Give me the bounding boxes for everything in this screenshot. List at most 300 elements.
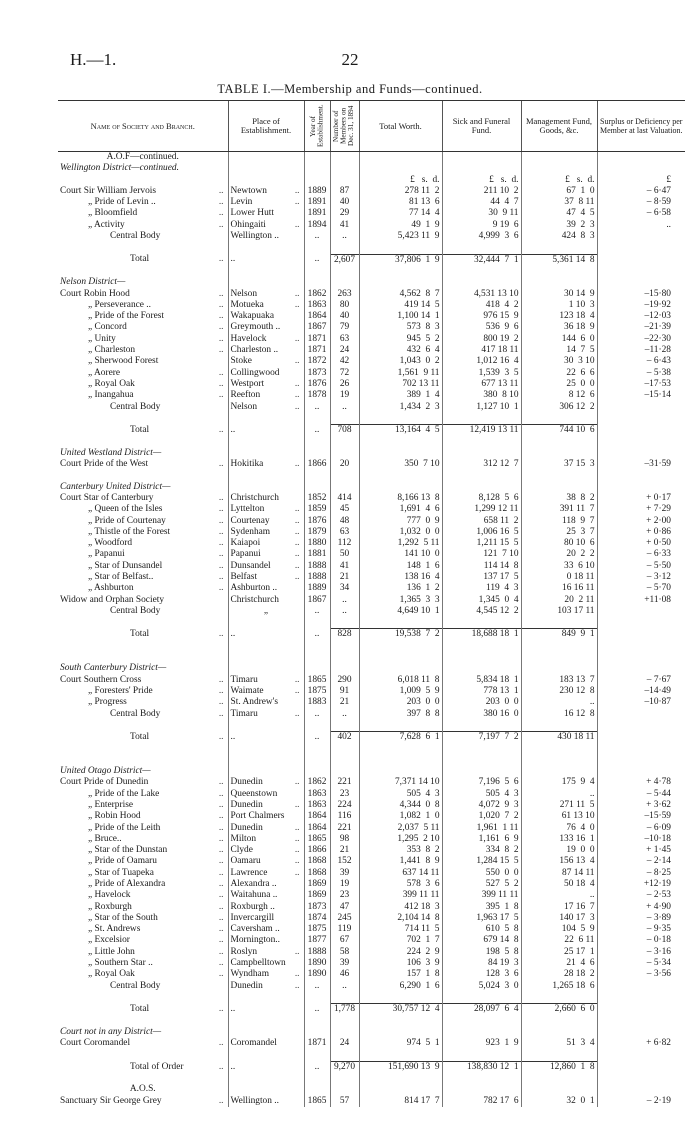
cell-total-worth: [359, 527, 442, 538]
cell-place: [228, 652, 304, 663]
cell-name: [58, 175, 228, 186]
cell-surplus: [597, 436, 685, 447]
leader-dots: ..: [218, 777, 224, 788]
cell-surplus: [597, 266, 685, 277]
cell-members-text: 24: [339, 345, 350, 356]
table-row: [58, 334, 685, 345]
cell-surplus-text: + 0·17: [646, 492, 671, 503]
leader-dots: ..: [218, 254, 224, 265]
cell-management-fund-text: 22 6 11: [564, 935, 595, 946]
cell-sick-fund-text: 138,830 12 1: [466, 1061, 519, 1072]
cell-members-text: 91: [339, 685, 350, 696]
cell-management-fund-text: 5,361 14 8: [552, 254, 595, 265]
leader-dots: ..: [294, 549, 300, 560]
cell-sick-fund-text: 527 5 2: [485, 879, 519, 889]
cell-name: [58, 413, 228, 425]
cell-place: [228, 1038, 304, 1049]
cell-members: [330, 368, 359, 379]
leader-dots: ..: [294, 560, 300, 571]
cell-management-fund: [521, 504, 597, 515]
leader-dots: ..: [218, 390, 224, 401]
spacer-row: [58, 470, 685, 481]
cell-management-fund: [521, 379, 597, 390]
cell-management-fund-text: ..: [589, 697, 595, 708]
cell-surplus-text: – 6·09: [646, 822, 671, 833]
cell-name: [58, 527, 228, 538]
table-row: [58, 220, 685, 231]
cell-surplus-text: – 3·12: [646, 571, 671, 582]
cell-surplus: [597, 527, 685, 538]
cell-year: [304, 1084, 330, 1095]
cell-surplus: [597, 811, 685, 822]
cell-sick-fund-text: 121 7 10: [483, 549, 519, 560]
cell-year-text: 1868: [307, 867, 327, 878]
cell-total-worth-text: 1,691 4 6: [399, 504, 440, 515]
table-row: [58, 686, 685, 697]
cell-year: [304, 879, 330, 890]
cell-management-fund: [521, 572, 597, 583]
leader-dots: ..: [218, 504, 224, 515]
leader-dots: ..: [218, 1038, 224, 1049]
cell-place: [228, 266, 304, 277]
cell-surplus: [597, 220, 685, 231]
cell-sick-fund-text: 536 9 6: [485, 322, 519, 333]
cell-year-text: 1880: [307, 538, 327, 549]
cell-year-text: 1862: [307, 288, 327, 299]
cell-total-worth: [359, 606, 442, 617]
cell-place: [228, 334, 304, 345]
cell-members: [330, 163, 359, 174]
cell-name-text: Court Star of Canterbury: [60, 492, 154, 503]
cell-management-fund: [521, 289, 597, 300]
cell-year-text: 1891: [307, 197, 327, 208]
cell-total-worth: [359, 300, 442, 311]
cell-sick-fund: [442, 947, 521, 958]
cell-place: [228, 697, 304, 708]
cell-name-text: „ Pride of the Lake: [88, 788, 160, 799]
cell-members: [330, 527, 359, 538]
cell-sick-fund-text: 782 17 6: [483, 1095, 519, 1106]
cell-sick-fund-text: 4,531 13 10: [473, 288, 519, 299]
cell-place: [228, 1061, 304, 1073]
header-surplus: Surplus or Deficiency per Member at last Valuation.: [597, 101, 685, 152]
leader-dots: ..: [294, 674, 300, 685]
cell-total-worth: [359, 583, 442, 594]
cell-members: [330, 629, 359, 641]
cell-management-fund: [521, 538, 597, 549]
cell-total-worth: [359, 913, 442, 924]
cell-surplus: [597, 1061, 685, 1073]
cell-total-worth: [359, 413, 442, 425]
cell-surplus-text: – 6·47: [646, 185, 671, 196]
cell-place: [228, 823, 304, 834]
cell-year: [304, 402, 330, 413]
cell-surplus-text: – 3·56: [646, 969, 671, 980]
cell-sick-fund-text: 18,688 18 1: [471, 629, 519, 640]
leader-dots: ..: [218, 674, 224, 685]
cell-place-text: St. Andrew's: [230, 697, 279, 708]
cell-name: [58, 924, 228, 935]
leader-dots: ..: [218, 924, 224, 935]
leader-dots: ..: [294, 288, 300, 299]
cell-surplus: [597, 924, 685, 935]
cell-sick-fund-text: 1,211 15 5: [476, 538, 519, 549]
cell-name: [58, 789, 228, 800]
cell-sick-fund-text: 677 13 11: [481, 378, 519, 389]
cell-surplus-text: –14·49: [644, 685, 671, 696]
cell-total-worth-text: 157 1 8: [406, 969, 440, 980]
cell-name: [58, 1016, 228, 1027]
leader-dots: ..: [294, 946, 300, 957]
cell-place: [228, 289, 304, 300]
cell-members-text: 23: [339, 890, 350, 901]
cell-place: [228, 879, 304, 890]
cell-place: [228, 1073, 304, 1084]
cell-surplus-text: –15·14: [644, 390, 671, 401]
cell-members: [330, 1004, 359, 1016]
cell-total-worth-text: 30,757 12 4: [392, 1004, 440, 1015]
cell-place-text: Wellington ..: [230, 231, 279, 242]
cell-surplus: [597, 516, 685, 527]
cell-name: [58, 322, 228, 333]
cell-surplus-text: + 0·86: [646, 526, 671, 537]
cell-year-text: 1866: [307, 459, 327, 470]
cell-place: [228, 516, 304, 527]
cell-name-text: „ Star of Tuapeka: [88, 867, 154, 878]
leader-dots: ..: [218, 538, 224, 549]
cell-members: [330, 766, 359, 777]
cell-year: [304, 1049, 330, 1061]
cell-members-text: 63: [339, 333, 350, 344]
cell-total-worth: [359, 755, 442, 766]
cell-sick-fund-text: 203 0 0: [485, 697, 519, 708]
cell-members: [330, 641, 359, 652]
cell-surplus-text: – 2·53: [646, 890, 671, 901]
cell-members: [330, 720, 359, 732]
cell-management-fund: [521, 1049, 597, 1061]
cell-sick-fund: [442, 675, 521, 686]
cell-place: [228, 800, 304, 811]
cell-sick-fund: [442, 868, 521, 879]
cell-surplus: [597, 617, 685, 629]
cell-name: [58, 766, 228, 777]
cell-management-fund-text: 103 17 11: [557, 605, 595, 616]
cell-members: [330, 879, 359, 890]
cell-place-text: Ohingaiti: [230, 219, 266, 230]
cell-year: [304, 379, 330, 390]
cell-management-fund-text: 123 18 4: [559, 311, 595, 322]
cell-sick-fund: [442, 743, 521, 754]
cell-name-text: „ Sherwood Forest: [88, 356, 159, 367]
cell-total-worth: [359, 811, 442, 822]
cell-name: [58, 720, 228, 732]
cell-sick-fund-text: 114 14 8: [483, 560, 519, 571]
cell-total-worth: [359, 231, 442, 242]
cell-surplus: [597, 789, 685, 800]
cell-place: [228, 390, 304, 401]
cell-total-worth-text: 1,561 9 11: [397, 367, 440, 378]
cell-members-text: 116: [337, 811, 352, 822]
cell-name: [58, 504, 228, 515]
cell-surplus: [597, 834, 685, 845]
cell-sick-fund-text: 418 4 2: [485, 299, 519, 310]
cell-total-worth-text: 8,166 13 8: [397, 492, 440, 503]
cell-year: [304, 334, 330, 345]
cell-total-worth-text: 1,434 2 3: [399, 401, 440, 412]
cell-members: [330, 242, 359, 254]
cell-total-worth-text: 148 1 6: [406, 560, 440, 571]
cell-members-text: 21: [339, 571, 350, 582]
cell-place: [228, 493, 304, 504]
cell-members-text: 80: [339, 299, 350, 310]
cell-total-worth-text: 974 5 1: [406, 1038, 440, 1049]
cell-members: [330, 220, 359, 231]
cell-members: [330, 924, 359, 935]
cell-year: [304, 606, 330, 617]
cell-name-text: Total: [130, 1004, 150, 1015]
cell-members: [330, 811, 359, 822]
cell-management-fund: [521, 493, 597, 504]
cell-surplus: [597, 197, 685, 208]
cell-management-fund: [521, 583, 597, 594]
cell-name: [58, 549, 228, 560]
cell-year-text: ..: [314, 424, 320, 435]
cell-surplus: [597, 856, 685, 867]
cell-name: [58, 606, 228, 617]
cell-sick-fund: [442, 345, 521, 356]
cell-year-text: 1869: [307, 890, 327, 901]
district-heading: United Otago District—: [60, 766, 151, 777]
cell-members-text: 1,778: [333, 1004, 356, 1015]
table-row: [58, 845, 685, 856]
cell-year: [304, 254, 330, 266]
cell-place-text: Timaru: [230, 708, 258, 719]
cell-surplus: [597, 845, 685, 856]
cell-total-worth: [359, 220, 442, 231]
cell-management-fund-text: 25 3 7: [566, 526, 595, 537]
cell-total-worth-text: 5,423 11 9: [397, 231, 440, 242]
cell-management-fund: [521, 789, 597, 800]
cell-surplus: [597, 709, 685, 720]
cell-members: [330, 755, 359, 766]
cell-year: [304, 1027, 330, 1038]
cell-year: [304, 231, 330, 242]
cell-total-worth-text: 6,290 1 6: [399, 980, 440, 991]
cell-management-fund: [521, 516, 597, 527]
cell-total-worth: [359, 368, 442, 379]
cell-total-worth: [359, 470, 442, 481]
cell-name-text: „ Bloomfield: [88, 208, 138, 219]
cell-sick-fund-text: 4,545 12 2: [476, 605, 519, 616]
cell-surplus: [597, 823, 685, 834]
cell-sick-fund: [442, 516, 521, 527]
cell-members: [330, 413, 359, 425]
cell-year-text: ..: [314, 629, 320, 640]
cell-surplus: [597, 663, 685, 674]
cell-name: [58, 197, 228, 208]
cell-name-text: „ Ashburton: [88, 583, 134, 594]
cell-sick-fund-text: 1,963 17 5: [476, 912, 519, 923]
leader-dots: ..: [218, 788, 224, 799]
cell-surplus: [597, 561, 685, 572]
cell-total-worth-text: 81 13 6: [409, 197, 440, 208]
table-row: [58, 379, 685, 390]
cell-management-fund: [521, 709, 597, 720]
cell-name-text: „ Star of Belfast..: [88, 571, 154, 582]
leader-dots: ..: [218, 333, 224, 344]
leader-dots: ..: [294, 504, 300, 515]
cell-place: [228, 732, 304, 744]
cell-year: [304, 1073, 330, 1084]
cell-place-text: Greymouth ..: [230, 322, 281, 333]
cell-sick-fund: [442, 242, 521, 254]
cell-year: [304, 220, 330, 231]
cell-management-fund: [521, 1038, 597, 1049]
cell-sick-fund: [442, 935, 521, 946]
cell-surplus-text: –15·80: [644, 288, 671, 299]
cell-management-fund: [521, 777, 597, 788]
cell-sick-fund: [442, 470, 521, 481]
cell-total-worth-text: 505 4 3: [406, 788, 440, 799]
spacer-row: [58, 641, 685, 652]
cell-year-text: 1888: [307, 560, 327, 571]
cell-total-worth: [359, 675, 442, 686]
district-heading-row: [58, 482, 685, 493]
leader-dots: ..: [218, 367, 224, 378]
cell-year-text: 1871: [307, 1038, 327, 1049]
cell-total-worth-text: 1,009 5 9: [399, 685, 440, 696]
cell-members-text: ..: [342, 980, 347, 991]
cell-sick-fund: [442, 436, 521, 447]
leader-dots: ..: [294, 299, 300, 310]
cell-management-fund-text: 28 18 2: [564, 969, 595, 980]
table-row: [58, 311, 685, 322]
cell-place-text: „: [263, 605, 269, 616]
cell-members-text: 245: [337, 912, 352, 923]
cell-management-fund-text: 39 2 3: [566, 219, 595, 230]
cell-surplus: [597, 356, 685, 367]
cell-year-text: 1889: [307, 185, 327, 196]
cell-year: [304, 197, 330, 208]
cell-total-worth-text: 224 2 9: [406, 946, 440, 957]
leader-dots: ..: [294, 390, 300, 401]
cell-year: [304, 1004, 330, 1016]
cell-place: [228, 1016, 304, 1027]
cell-members-text: 263: [337, 288, 352, 299]
cell-management-fund-text: 133 16 1: [559, 833, 595, 844]
cell-members-text: 98: [339, 833, 350, 844]
cell-year-text: 1863: [307, 299, 327, 310]
cell-total-worth-text: 141 10 0: [404, 549, 440, 560]
district-heading: Court not in any District—: [60, 1026, 162, 1037]
cell-year-text: 1859: [307, 504, 327, 515]
leader-dots: ..: [218, 912, 224, 923]
cell-name-text: „ Inangahua: [88, 390, 134, 401]
cell-total-worth: [359, 254, 442, 266]
cell-sick-fund: [442, 538, 521, 549]
cell-year-text: 1875: [307, 685, 327, 696]
cell-name-text: „ Pride of the Leith: [88, 822, 161, 833]
cell-year: [304, 732, 330, 744]
leader-dots: ..: [218, 197, 224, 208]
cell-members-text: 47: [339, 901, 350, 912]
cell-total-worth-text: 49 1 9: [411, 219, 440, 230]
cell-year: [304, 811, 330, 822]
cell-sick-fund-text: 550 0 0: [485, 867, 519, 878]
cell-surplus-text: – 5·50: [646, 560, 671, 571]
cell-members-text: 40: [339, 311, 350, 322]
cell-place: [228, 470, 304, 481]
cell-place-text: Wellington ..: [230, 1095, 279, 1106]
cell-members: [330, 686, 359, 697]
header-sick-fund: Sick and Funeral Fund.: [442, 101, 521, 152]
cell-name-text: „ Roxburgh: [88, 901, 132, 912]
cell-name-text: „ Perseverance ..: [88, 299, 151, 310]
cell-total-worth-text: 4,649 10 1: [397, 605, 440, 616]
cell-members: [330, 913, 359, 924]
cell-total-worth: [359, 242, 442, 254]
cell-place: [228, 311, 304, 322]
cell-members-text: 26: [339, 378, 350, 389]
cell-members: [330, 663, 359, 674]
cell-surplus-text: + 3·62: [646, 799, 671, 810]
spacer-row: [58, 617, 685, 629]
cell-name: [58, 231, 228, 242]
cell-sick-fund: [442, 709, 521, 720]
cell-management-fund-text: 33 6 10: [564, 560, 595, 571]
cell-sick-fund: [442, 220, 521, 231]
cell-year: [304, 969, 330, 980]
cell-year: [304, 311, 330, 322]
cell-members-text: 21: [339, 697, 350, 708]
table-row: [58, 958, 685, 969]
cell-sick-fund-text: 12,419 13 11: [469, 425, 519, 436]
cell-management-fund-text: 1 10 3: [568, 299, 595, 310]
cell-members-text: 402: [337, 732, 352, 743]
cell-members-text: 414: [337, 492, 352, 503]
cell-management-fund-text: 271 11 5: [559, 799, 595, 810]
cell-total-worth: [359, 969, 442, 980]
cell-management-fund-text: 80 10 6: [564, 538, 595, 549]
cell-sick-fund-text: 976 15 9: [483, 311, 519, 322]
cell-surplus: [597, 289, 685, 300]
cell-management-fund: [521, 617, 597, 629]
leader-dots: ..: [218, 288, 224, 299]
table-row: [58, 231, 685, 242]
district-heading-row: [58, 1027, 685, 1038]
cell-year: [304, 527, 330, 538]
cell-sick-fund: [442, 482, 521, 493]
cell-name-text: Total: [130, 629, 150, 640]
cell-year-text: 1879: [307, 526, 327, 537]
cell-name: [58, 845, 228, 856]
cell-sick-fund: [442, 266, 521, 277]
district-heading-row: [58, 152, 685, 164]
cell-year-text: 1867: [307, 594, 327, 605]
cell-name: [58, 208, 228, 219]
leader-dots: ..: [294, 515, 300, 526]
cell-name: [58, 981, 228, 992]
cell-total-worth-text: 6,018 11 8: [397, 674, 440, 685]
cell-members-text: ..: [342, 231, 347, 242]
cell-members-text: ..: [342, 605, 347, 616]
cell-total-worth-text: 2,104 14 8: [397, 912, 440, 923]
cell-members: [330, 231, 359, 242]
leader-dots: ..: [218, 856, 224, 867]
cell-place: [228, 208, 304, 219]
cell-surplus: [597, 913, 685, 924]
cell-year-text: 1871: [307, 333, 327, 344]
